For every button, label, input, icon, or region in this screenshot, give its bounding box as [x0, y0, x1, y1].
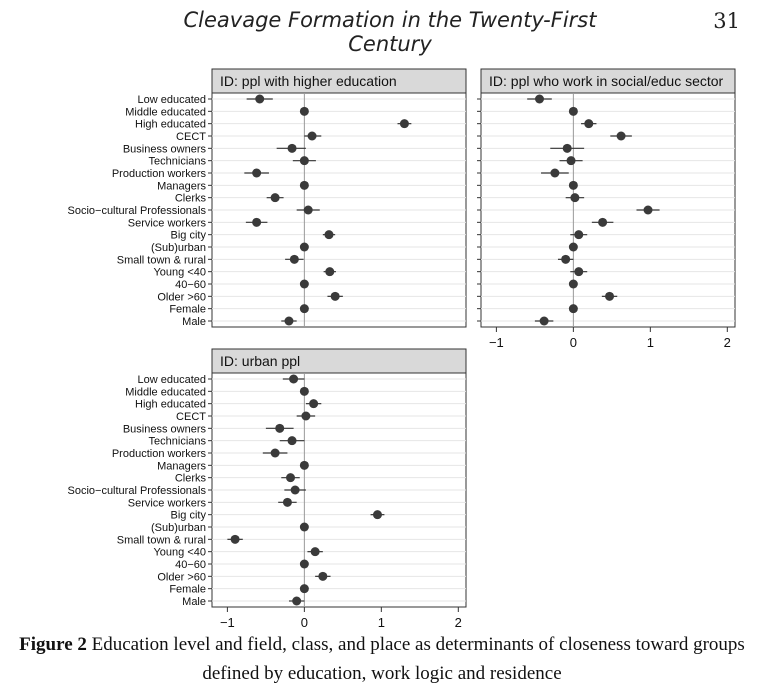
category-label: Managers — [157, 460, 206, 473]
category-label: Young <40 — [153, 266, 206, 279]
data-point — [540, 317, 549, 326]
category-label: Socio−cultural Professionals — [67, 205, 206, 217]
data-point — [252, 218, 261, 227]
data-point — [300, 280, 309, 289]
data-point — [567, 156, 576, 165]
category-label: Small town & rural — [116, 254, 206, 267]
data-point — [563, 144, 572, 153]
data-point — [569, 107, 578, 116]
category-label: Business owners — [122, 423, 206, 436]
data-point — [325, 267, 334, 276]
panel-higher-education — [68, 69, 467, 328]
data-point — [574, 267, 583, 276]
data-point — [252, 169, 261, 178]
data-point — [286, 473, 295, 482]
category-label: Big city — [170, 229, 206, 242]
category-label: Production workers — [111, 448, 206, 460]
category-label: Managers — [157, 180, 206, 193]
running-title: Cleavage Formation in the Twenty-First Century — [183, 8, 597, 56]
category-label: Technicians — [148, 435, 206, 448]
data-point — [300, 243, 309, 252]
data-point — [569, 304, 578, 313]
data-point — [283, 498, 292, 507]
data-point — [309, 399, 318, 408]
panel-urban — [68, 349, 467, 630]
category-label: High educated — [135, 398, 206, 411]
x-tick-label: 2 — [454, 615, 462, 630]
category-label: Socio−cultural Professionals — [67, 485, 206, 497]
data-point — [300, 560, 309, 569]
data-point — [574, 230, 583, 239]
data-point — [300, 387, 309, 396]
category-label: Technicians — [148, 155, 206, 168]
category-label: Clerks — [174, 192, 206, 205]
category-label: Small town & rural — [116, 534, 206, 547]
data-point — [300, 461, 309, 470]
panel-title: ID: urban ppl — [220, 353, 301, 369]
data-point — [569, 181, 578, 190]
category-label: Male — [182, 316, 206, 328]
category-label: Business owners — [122, 143, 206, 156]
panel-social-educ-sector — [477, 69, 735, 350]
data-point — [570, 193, 579, 202]
data-point — [288, 436, 297, 445]
category-label: Service workers — [127, 217, 206, 230]
panel-title: ID: ppl with higher education — [220, 73, 397, 89]
x-tick-label: 2 — [723, 335, 731, 350]
data-point — [292, 597, 301, 606]
category-label: Service workers — [127, 497, 206, 510]
category-label: (Sub)urban — [150, 522, 206, 534]
category-label: 40−60 — [175, 279, 206, 291]
panel-title: ID: ppl who work in social/educ sector — [489, 73, 724, 89]
category-label: Middle educated — [125, 386, 206, 399]
x-tick-label: −1 — [219, 615, 235, 630]
category-label: Low educated — [137, 94, 206, 106]
data-point — [324, 230, 333, 239]
caption-text: Education level and field, class, and place as determinants of closeness toward groups defined by education, work logic and residence — [91, 634, 745, 684]
category-label: (Sub)urban — [150, 242, 206, 254]
x-tick-label: 1 — [646, 335, 654, 350]
figure-caption — [0, 630, 764, 688]
data-point — [300, 523, 309, 532]
data-point — [373, 510, 382, 519]
category-label: Female — [169, 583, 206, 596]
data-point — [271, 193, 280, 202]
category-label: CECT — [176, 411, 206, 423]
data-point — [644, 206, 653, 215]
data-point — [617, 132, 626, 141]
category-label: Older >60 — [157, 291, 206, 304]
data-point — [300, 107, 309, 116]
data-point — [301, 412, 310, 421]
x-tick-label: 0 — [569, 335, 577, 350]
data-point — [300, 181, 309, 190]
category-label: Female — [169, 303, 206, 316]
category-label: Production workers — [111, 168, 206, 180]
data-point — [255, 95, 264, 104]
category-label: Young <40 — [153, 546, 206, 559]
caption-label: Figure 2 — [19, 634, 87, 655]
data-point — [304, 206, 313, 215]
category-label: CECT — [176, 131, 206, 143]
data-point — [331, 292, 340, 301]
category-label: Middle educated — [125, 106, 206, 119]
data-point — [318, 572, 327, 581]
category-label: Male — [182, 596, 206, 608]
data-point — [584, 119, 593, 128]
category-label: Low educated — [137, 374, 206, 386]
data-point — [290, 255, 299, 264]
data-point — [300, 304, 309, 313]
data-point — [605, 292, 614, 301]
data-point — [288, 144, 297, 153]
data-point — [275, 424, 284, 433]
category-label: Older >60 — [157, 571, 206, 584]
data-point — [284, 317, 293, 326]
category-label: Big city — [170, 509, 206, 522]
data-point — [300, 156, 309, 165]
data-point — [308, 132, 317, 141]
data-point — [569, 280, 578, 289]
x-tick-label: 1 — [377, 615, 385, 630]
data-point — [300, 584, 309, 593]
data-point — [400, 119, 409, 128]
data-point — [535, 95, 544, 104]
page-number: 31 — [713, 9, 740, 33]
data-point — [561, 255, 570, 264]
category-label: High educated — [135, 118, 206, 131]
x-tick-label: −1 — [488, 335, 504, 350]
data-point — [550, 169, 559, 178]
data-point — [598, 218, 607, 227]
data-point — [291, 486, 300, 495]
category-label: Clerks — [174, 472, 206, 485]
data-point — [231, 535, 240, 544]
category-label: 40−60 — [175, 559, 206, 571]
data-point — [271, 449, 280, 458]
data-point — [311, 547, 320, 556]
data-point — [569, 243, 578, 252]
x-tick-label: 0 — [300, 615, 308, 630]
data-point — [289, 375, 298, 384]
